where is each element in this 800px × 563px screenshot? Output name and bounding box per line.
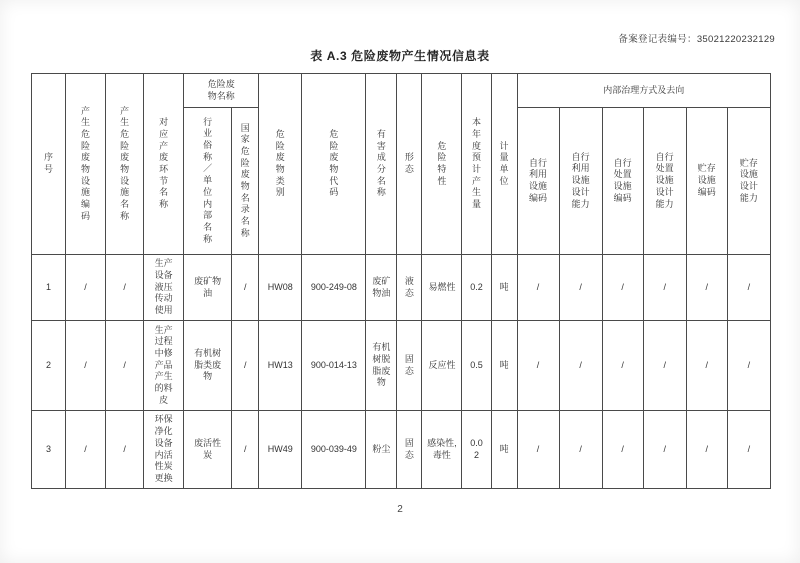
cell-text: 0.2: [470, 281, 483, 292]
col-header-text: 产生危险废物设施编码: [81, 105, 91, 221]
table-cell: [643, 321, 686, 411]
cell-text: 有机树脱脂废物: [372, 342, 391, 388]
cell-text: HW49: [267, 443, 293, 454]
table-cell: [232, 321, 259, 411]
cell-text: 900-039-49: [310, 443, 357, 454]
col-header-hazard-property: [422, 74, 462, 255]
cell-text: /: [621, 281, 624, 292]
cell-text: 1: [46, 281, 52, 292]
table-cell: [366, 321, 397, 411]
table-cell: [397, 321, 422, 411]
cell-text: HW08: [267, 281, 293, 292]
page-title: 表 A.3 危险废物产生情况信息表: [310, 49, 490, 63]
col-header-text: 自行利用设施编码: [529, 157, 548, 203]
cell-text: /: [84, 281, 87, 292]
table-cell: [686, 411, 727, 489]
table-cell: [517, 411, 559, 489]
cell-text: 废矿物油: [372, 275, 391, 298]
col-header-harmful-component: [366, 74, 397, 255]
col-header-form: [397, 74, 422, 255]
waste-info-table: [31, 73, 771, 489]
cell-text: 易燃性: [428, 281, 456, 292]
registry-number-line: [618, 31, 775, 45]
table-cell: [232, 255, 259, 321]
col-header-seq: [32, 74, 66, 255]
col-header-text: 行业俗称／单位内部名称: [203, 116, 213, 244]
table-cell: [491, 255, 517, 321]
group-header-text: 危险废物名称: [207, 78, 235, 101]
table-cell: [727, 255, 770, 321]
col-header-waste-code: [302, 74, 366, 255]
col-header-text: 序号: [44, 152, 54, 174]
table-cell: [144, 321, 184, 411]
cell-text: 900-014-13: [310, 359, 357, 370]
table-cell: [422, 411, 462, 489]
table-cell: [643, 255, 686, 321]
table-cell: [302, 411, 366, 489]
col-header-self-use-capacity: [559, 108, 602, 255]
table-cell: [184, 411, 232, 489]
col-header-self-use-code: [517, 108, 559, 255]
col-header-waste-category: [259, 74, 302, 255]
table-cell: [686, 255, 727, 321]
table-cell: [32, 255, 66, 321]
table-cell: [727, 321, 770, 411]
col-header-industry-common-name: [184, 108, 232, 255]
cell-text: 液态: [404, 275, 414, 298]
table-cell: [559, 321, 602, 411]
table-cell: [643, 411, 686, 489]
col-header-text: 危险特性: [437, 140, 447, 186]
table-cell: [106, 411, 144, 489]
table-cell: [422, 255, 462, 321]
table-cell: [397, 411, 422, 489]
cell-text: /: [579, 359, 582, 370]
table-cell: [302, 321, 366, 411]
table-cell: [66, 411, 106, 489]
cell-text: 吨: [499, 281, 509, 292]
table-cell: [727, 411, 770, 489]
cell-text: 生产过程中修产品产生的料皮: [154, 324, 173, 405]
cell-text: /: [243, 443, 247, 454]
cell-text: 3: [46, 443, 52, 454]
cell-text: /: [536, 359, 540, 370]
page-number: 2: [397, 504, 403, 515]
table-cell: [366, 411, 397, 489]
cell-text: /: [123, 281, 126, 292]
cell-text: 900-249-08: [310, 281, 357, 292]
cell-text: /: [621, 359, 624, 370]
table-cell: [32, 321, 66, 411]
col-header-text: 贮存设施编码: [697, 163, 716, 197]
table-cell: [686, 321, 727, 411]
table-cell: [184, 255, 232, 321]
table-cell: [302, 255, 366, 321]
cell-text: /: [747, 443, 751, 454]
table-cell: [397, 255, 422, 321]
cell-text: HW13: [267, 359, 293, 370]
cell-text: 0.02: [470, 437, 483, 460]
cell-text: /: [579, 281, 582, 292]
registry-label: 备案登记表编号：: [618, 34, 697, 45]
cell-text: /: [747, 281, 751, 292]
cell-text: 废活性炭: [194, 437, 222, 460]
cell-text: 感染性,毒性: [427, 437, 457, 460]
cell-text: 0.5: [470, 359, 483, 370]
registry-number: 35021220232129: [696, 34, 775, 45]
col-header-text: 自行处置设施编码: [613, 157, 632, 203]
cell-text: 废矿物油: [194, 275, 222, 298]
cell-text: /: [123, 443, 126, 454]
table-cell: [602, 321, 643, 411]
cell-text: 固态: [404, 353, 414, 376]
col-header-text: 危险废物代码: [329, 128, 339, 198]
table-cell: [462, 411, 491, 489]
col-header-text: 计量单位: [499, 140, 509, 186]
cell-text: /: [536, 281, 540, 292]
cell-text: /: [705, 359, 708, 370]
cell-text: /: [243, 359, 247, 370]
cell-text: /: [243, 281, 247, 292]
table-row: [32, 411, 771, 489]
col-header-text: 贮存设施设计能力: [739, 157, 758, 203]
table-cell: [462, 321, 491, 411]
cell-text: 粉尘: [372, 443, 391, 454]
col-header-storage-capacity: [727, 108, 770, 255]
table-cell: [259, 255, 302, 321]
cell-text: 固态: [404, 437, 414, 460]
col-header-unit: [491, 74, 517, 255]
col-header-text: 本年度预计产生量: [471, 117, 481, 210]
table-row: [32, 255, 771, 321]
col-header-self-disposal-capacity: [643, 108, 686, 255]
cell-text: 2: [46, 359, 52, 370]
col-header-text: 形态: [404, 152, 414, 174]
cell-text: /: [705, 281, 708, 292]
table-cell: [232, 411, 259, 489]
cell-text: /: [663, 359, 666, 370]
cell-text: /: [705, 443, 708, 454]
table-cell: [66, 321, 106, 411]
cell-text: /: [663, 443, 666, 454]
col-header-national-list-name: [232, 108, 259, 255]
table-cell: [602, 411, 643, 489]
table-cell: [366, 255, 397, 321]
cell-text: 反应性: [428, 359, 456, 370]
col-header-text: 有害成分名称: [376, 128, 386, 198]
cell-text: /: [536, 443, 540, 454]
table-cell: [602, 255, 643, 321]
table-cell: [491, 411, 517, 489]
col-header-text: 自行利用设施设计能力: [571, 151, 590, 209]
table-cell: [517, 321, 559, 411]
col-header-text: 危险废物类别: [275, 128, 285, 198]
table-cell: [491, 321, 517, 411]
cell-text: 环保净化设备内活性炭更换: [154, 414, 173, 483]
col-header-self-disposal-code: [602, 108, 643, 255]
table-row: [32, 321, 771, 411]
table-cell: [559, 255, 602, 321]
cell-text: 吨: [499, 359, 509, 370]
table-cell: [184, 321, 232, 411]
col-header-text: 国家危险废物名录名称: [240, 122, 250, 238]
table-cell: [106, 255, 144, 321]
col-header-gen-facility-code: [66, 74, 106, 255]
group-header-text: 内部治理方式及去向: [603, 84, 685, 95]
group-header-waste-name: [184, 74, 259, 108]
col-header-text: 自行处置设施设计能力: [655, 151, 674, 209]
cell-text: /: [621, 443, 624, 454]
cell-text: 有机树脂类废物: [194, 347, 222, 382]
cell-text: 生产设备液压传动使用: [154, 258, 173, 316]
cell-text: /: [84, 359, 87, 370]
cell-text: /: [123, 359, 126, 370]
header-row-groups: [32, 74, 771, 108]
cell-text: /: [747, 359, 751, 370]
table-body: [32, 255, 771, 489]
table-header: [32, 74, 771, 255]
col-header-text: 对应产废环节名称: [159, 117, 169, 210]
table-cell: [517, 255, 559, 321]
group-header-internal-treatment: [517, 74, 770, 108]
col-header-text: 产生危险废物设施名称: [120, 105, 130, 221]
table-cell: [144, 255, 184, 321]
cell-text: /: [663, 281, 666, 292]
table-cell: [144, 411, 184, 489]
table-cell: [66, 255, 106, 321]
table-cell: [32, 411, 66, 489]
table-cell: [422, 321, 462, 411]
table-cell: [259, 411, 302, 489]
col-header-waste-step-name: [144, 74, 184, 255]
cell-text: /: [84, 443, 87, 454]
table-cell: [259, 321, 302, 411]
cell-text: /: [579, 443, 582, 454]
col-header-annual-expected-amount: [462, 74, 491, 255]
table-cell: [462, 255, 491, 321]
table-cell: [106, 321, 144, 411]
col-header-gen-facility-name: [106, 74, 144, 255]
cell-text: 吨: [499, 443, 509, 454]
col-header-storage-code: [686, 108, 727, 255]
table-cell: [559, 411, 602, 489]
waste-info-table-container: [31, 73, 771, 489]
